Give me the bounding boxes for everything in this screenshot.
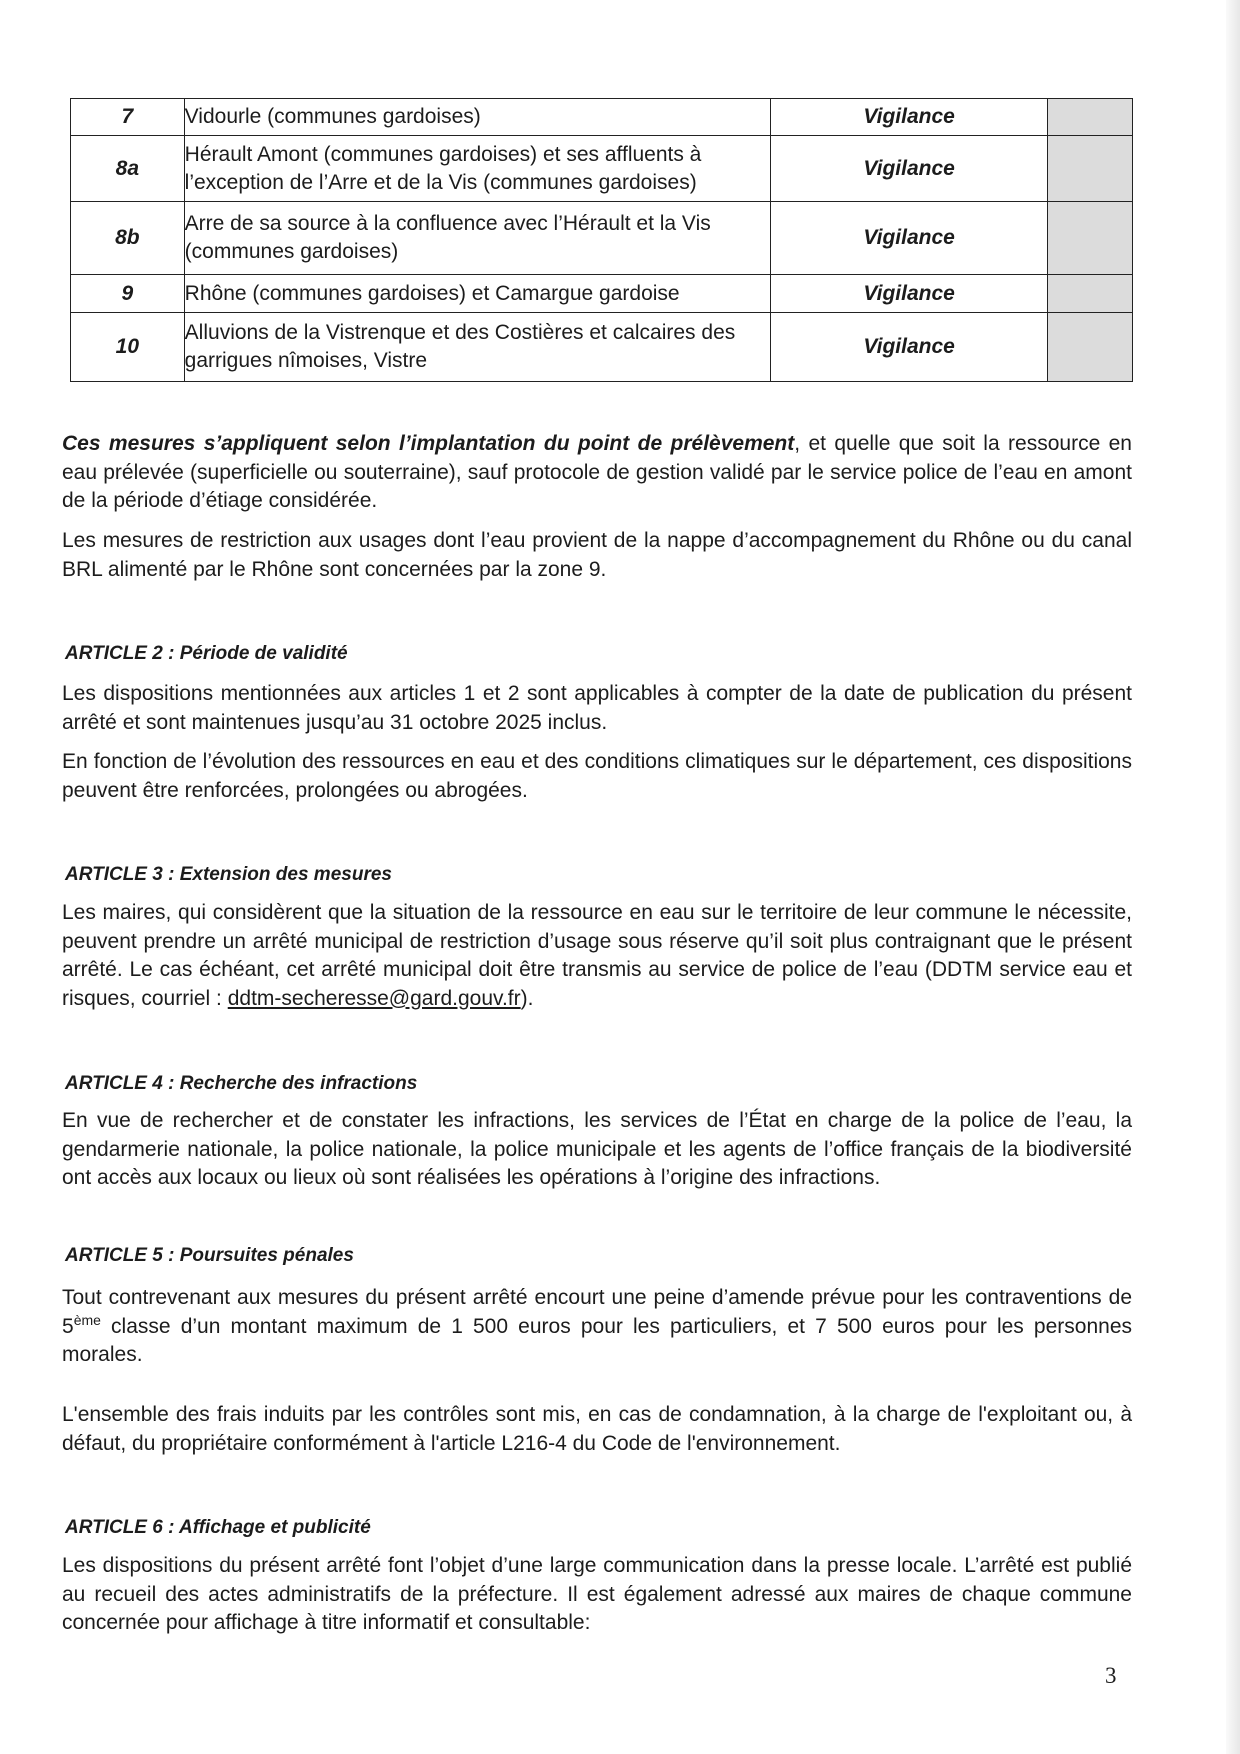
article-3-text: Les maires, qui considèrent que la situation de la ressource en eau sur le territoire de leur commune le nécessite, peuvent prendre un arrêté municipal de restriction d’usage sous réserve qu’il soit plus contraignant que le présent arrêté. Le cas échéant, cet arrêté municipal doit être transmis au service de police de l’eau (DDTM service eau et risques, courriel : — [62, 901, 1132, 1010]
intro-paragraph-1 — [62, 430, 1132, 516]
zone-status: Vigilance — [770, 275, 1047, 313]
zone-status: Vigilance — [770, 313, 1047, 382]
zone-table — [70, 98, 1133, 382]
intro-text: , et quelle que soit la ressource en eau prélevée (superficielle ou souterraine), sauf protocole de gestion validé par le service police de l’eau en amont de la période d’étiage considérée. — [62, 432, 1132, 512]
zone-name: Arre de sa source à la confluence avec l’Hérault et la Vis (communes gardoises) — [184, 202, 770, 275]
zone-name: Vidourle (communes gardoises) — [184, 99, 770, 136]
email-link[interactable]: ddtm-secheresse@gard.gouv.fr — [227, 986, 521, 1010]
intro-emphasis: Ces mesures s’appliquent selon l’implantation du point de prélèvement — [62, 432, 795, 455]
zone-number: 8a — [71, 136, 185, 202]
zone-number: 9 — [71, 275, 185, 313]
ordinal-superscript: ème — [73, 1311, 101, 1328]
zone-status: Vigilance — [770, 99, 1047, 136]
status-color-cell — [1048, 275, 1133, 313]
article-5-text-cont: classe d’un montant maximum de 1 500 euros pour les particuliers, et 7 500 euros pour les personnes morales. — [62, 1314, 1132, 1366]
page-number: 3 — [1105, 1663, 1117, 1688]
zone-number: 7 — [71, 99, 185, 136]
article-2-paragraph-1: Les dispositions mentionnées aux articles 1 et 2 sont applicables à compter de la date de publication du présent arrêté et sont maintenues jusqu’au 31 octobre 2025 inclus. — [62, 682, 1132, 734]
status-color-cell — [1048, 313, 1133, 382]
table-row — [71, 313, 1133, 382]
article-6-paragraph: Les dispositions du présent arrêté font l’objet d’une large communication dans la presse locale. L’arrêté est publié au recueil des actes administratifs de la préfecture. Il est également adressé aux maires de chaque commune concernée pour affichage à titre informatif et consultable: — [62, 1554, 1132, 1634]
article-3-text-end: ). — [520, 986, 534, 1010]
zone-number: 10 — [71, 313, 185, 382]
table-row — [71, 202, 1133, 275]
scan-edge-shadow — [1226, 0, 1240, 1754]
table-row — [71, 99, 1133, 136]
article-5-paragraph-2: L'ensemble des frais induits par les contrôles sont mis, en cas de condamnation, à la charge de l'exploitant ou, à défaut, du propriétaire conformément à l'article L216-4 du Code de l'environnement. — [62, 1403, 1132, 1455]
article-6-heading: ARTICLE 6 : Affichage et publicité — [65, 1517, 371, 1538]
article-3-paragraph — [62, 899, 1132, 1013]
zone-status: Vigilance — [770, 136, 1047, 202]
article-5-heading: ARTICLE 5 : Poursuites pénales — [65, 1245, 354, 1266]
zone-name: Rhône (communes gardoises) et Camargue gardoise — [184, 275, 770, 313]
zone-number: 8b — [71, 202, 185, 275]
status-color-cell — [1048, 136, 1133, 202]
status-color-cell — [1048, 99, 1133, 136]
table-row — [71, 275, 1133, 313]
article-5-text: Tout contrevenant aux mesures du présent arrêté encourt une peine d’amende prévue pour les contraventions de 5 — [62, 1286, 1132, 1338]
article-5-paragraph-1 — [62, 1284, 1132, 1370]
article-3-heading: ARTICLE 3 : Extension des mesures — [65, 864, 392, 885]
article-4-paragraph: En vue de rechercher et de constater les infractions, les services de l’État en charge de la police de l’eau, la gendarmerie nationale, la police nationale, la police municipale et les agents de l’office français de la biodiversité ont accès aux locaux ou lieux où sont réalisées les opérations à l’origine des infractions. — [62, 1109, 1132, 1189]
article-4-heading: ARTICLE 4 : Recherche des infractions — [65, 1073, 418, 1094]
zone-status: Vigilance — [770, 202, 1047, 275]
table-row — [71, 136, 1133, 202]
zone-name: Alluvions de la Vistrenque et des Costières et calcaires des garrigues nîmoises, Vistre — [184, 313, 770, 382]
zone-name: Hérault Amont (communes gardoises) et ses affluents à l’exception de l’Arre et de la Vis (communes gardoises) — [184, 136, 770, 202]
article-2-paragraph-2: En fonction de l’évolution des ressources en eau et des conditions climatiques sur le département, ces dispositions peuvent être renforcées, prolongées ou abrogées. — [62, 750, 1132, 802]
status-color-cell — [1048, 202, 1133, 275]
article-2-heading: ARTICLE 2 : Période de validité — [65, 643, 348, 664]
intro-paragraph-2: Les mesures de restriction aux usages dont l’eau provient de la nappe d’accompagnement du Rhône ou du canal BRL alimenté par le Rhône sont concernées par la zone 9. — [62, 529, 1132, 581]
